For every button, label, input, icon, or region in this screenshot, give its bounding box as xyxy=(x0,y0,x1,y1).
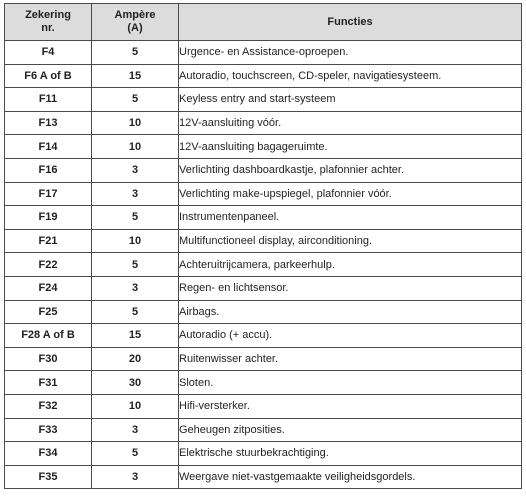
table-row xyxy=(5,64,522,88)
fuse-number-cell: F11 xyxy=(5,88,92,112)
fuse-number-cell: F28 A of B xyxy=(5,324,92,348)
fuse-number-cell: F6 A of B xyxy=(5,64,92,88)
ampere-cell: 15 xyxy=(92,64,179,88)
table-row xyxy=(5,88,522,112)
ampere-cell: 3 xyxy=(92,182,179,206)
fuse-number-cell: F14 xyxy=(5,135,92,159)
fuse-table xyxy=(4,3,522,489)
function-cell: Regen- en lichtsensor. xyxy=(179,276,522,300)
function-cell: Weergave niet-vastgemaakte veiligheidsgordels. xyxy=(179,465,522,489)
table-row xyxy=(5,111,522,135)
ampere-cell: 5 xyxy=(92,88,179,112)
function-cell: Hifi-versterker. xyxy=(179,394,522,418)
ampere-cell: 10 xyxy=(92,135,179,159)
function-cell: Sloten. xyxy=(179,371,522,395)
fuse-number-cell: F35 xyxy=(5,465,92,489)
fuse-number-cell: F24 xyxy=(5,276,92,300)
fuse-number-cell: F30 xyxy=(5,347,92,371)
function-cell: Verlichting make-upspiegel, plafonnier vóór. xyxy=(179,182,522,206)
ampere-cell: 3 xyxy=(92,418,179,442)
function-cell: Ruitenwisser achter. xyxy=(179,347,522,371)
table-row xyxy=(5,418,522,442)
fuse-number-cell: F4 xyxy=(5,41,92,65)
function-cell: Instrumentenpaneel. xyxy=(179,206,522,230)
header-fuse-number-line2: nr. xyxy=(41,22,55,34)
fuse-number-cell: F31 xyxy=(5,371,92,395)
header-ampere xyxy=(92,4,179,41)
header-functions: Functies xyxy=(179,4,522,41)
table-row xyxy=(5,206,522,230)
function-cell: 12V-aansluiting bagageruimte. xyxy=(179,135,522,159)
fuse-number-cell: F16 xyxy=(5,158,92,182)
ampere-cell: 3 xyxy=(92,158,179,182)
function-cell: Autoradio (+ accu). xyxy=(179,324,522,348)
table-row xyxy=(5,158,522,182)
table-row xyxy=(5,276,522,300)
function-cell: Achteruitrijcamera, parkeerhulp. xyxy=(179,253,522,277)
table-row xyxy=(5,371,522,395)
ampere-cell: 5 xyxy=(92,206,179,230)
header-fuse-number-line1: Zekering xyxy=(25,9,71,21)
ampere-cell: 10 xyxy=(92,394,179,418)
fuse-number-cell: F34 xyxy=(5,442,92,466)
fuse-number-cell: F32 xyxy=(5,394,92,418)
fuse-number-cell: F33 xyxy=(5,418,92,442)
function-cell: Elektrische stuurbekrachtiging. xyxy=(179,442,522,466)
function-cell: Geheugen zitposities. xyxy=(179,418,522,442)
table-header xyxy=(5,4,522,41)
table-row xyxy=(5,41,522,65)
header-ampere-line2: (A) xyxy=(127,22,143,34)
function-cell: Urgence- en Assistance-oproepen. xyxy=(179,41,522,65)
table-row xyxy=(5,135,522,159)
ampere-cell: 3 xyxy=(92,465,179,489)
ampere-cell: 20 xyxy=(92,347,179,371)
ampere-cell: 30 xyxy=(92,371,179,395)
table-row xyxy=(5,253,522,277)
fuse-number-cell: F25 xyxy=(5,300,92,324)
table-row xyxy=(5,465,522,489)
table-row xyxy=(5,229,522,253)
table-row xyxy=(5,300,522,324)
fuse-number-cell: F17 xyxy=(5,182,92,206)
header-ampere-line1: Ampère xyxy=(114,9,156,21)
header-row xyxy=(5,4,522,41)
function-cell: 12V-aansluiting vóór. xyxy=(179,111,522,135)
table-row xyxy=(5,347,522,371)
table-row xyxy=(5,324,522,348)
table-row xyxy=(5,442,522,466)
header-fuse-number xyxy=(5,4,92,41)
fuse-number-cell: F22 xyxy=(5,253,92,277)
function-cell: Autoradio, touchscreen, CD-speler, navigatiesysteem. xyxy=(179,64,522,88)
function-cell: Verlichting dashboardkastje, plafonnier achter. xyxy=(179,158,522,182)
ampere-cell: 10 xyxy=(92,229,179,253)
ampere-cell: 5 xyxy=(92,253,179,277)
function-cell: Airbags. xyxy=(179,300,522,324)
ampere-cell: 15 xyxy=(92,324,179,348)
ampere-cell: 3 xyxy=(92,276,179,300)
table-body xyxy=(5,41,522,489)
function-cell: Multifunctioneel display, airconditioning. xyxy=(179,229,522,253)
fuse-number-cell: F19 xyxy=(5,206,92,230)
table-row xyxy=(5,394,522,418)
function-cell: Keyless entry and start-systeem xyxy=(179,88,522,112)
ampere-cell: 10 xyxy=(92,111,179,135)
ampere-cell: 5 xyxy=(92,300,179,324)
ampere-cell: 5 xyxy=(92,442,179,466)
table-row xyxy=(5,182,522,206)
fuse-number-cell: F13 xyxy=(5,111,92,135)
fuse-number-cell: F21 xyxy=(5,229,92,253)
ampere-cell: 5 xyxy=(92,41,179,65)
